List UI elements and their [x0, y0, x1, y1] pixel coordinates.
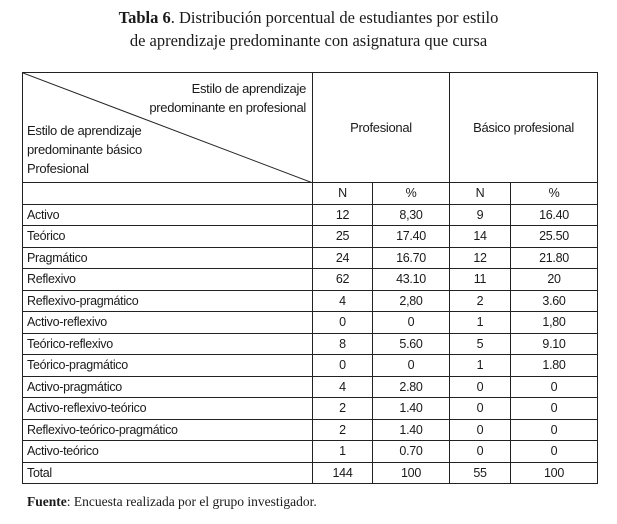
cell-value: 0	[313, 312, 373, 334]
cell-value: 2.80	[373, 376, 450, 398]
cell-value: 144	[313, 462, 373, 484]
cell-value: 3.60	[511, 290, 598, 312]
cell-value: 1.40	[373, 398, 450, 420]
cell-value: 20	[511, 269, 598, 291]
subheader-n: N	[313, 183, 373, 205]
source-label: Fuente	[27, 494, 67, 509]
cell-value: 21.80	[511, 247, 598, 269]
row-label: Activo-reflexivo	[23, 312, 313, 334]
cell-value: 1	[450, 355, 511, 377]
table-row	[23, 269, 598, 291]
table-row	[23, 290, 598, 312]
row-label: Activo-pragmático	[23, 376, 313, 398]
cell-value: 0	[511, 441, 598, 463]
data-table	[22, 72, 598, 484]
cell-value: 1.80	[511, 355, 598, 377]
table-row	[23, 333, 598, 355]
cell-value: 62	[313, 269, 373, 291]
cell-value: 0	[511, 398, 598, 420]
row-label: Teórico	[23, 226, 313, 248]
table-row	[23, 312, 598, 334]
table-row	[23, 376, 598, 398]
corner-header	[23, 73, 313, 183]
corner-top-label	[149, 79, 306, 117]
cell-value: 0.70	[373, 441, 450, 463]
cell-value: 100	[373, 462, 450, 484]
table-row	[23, 419, 598, 441]
caption-line2: de aprendizaje predominante con asignatura que cursa	[129, 31, 488, 50]
cell-value: 4	[313, 290, 373, 312]
row-label: Teórico-pragmático	[23, 355, 313, 377]
row-label: Teórico-reflexivo	[23, 333, 313, 355]
cell-value: 9.10	[511, 333, 598, 355]
corner-top-line: Estilo de aprendizaje	[191, 81, 306, 96]
cell-value: 1,80	[511, 312, 598, 334]
cell-value: 0	[450, 419, 511, 441]
cell-value: 1	[313, 441, 373, 463]
header-row	[23, 73, 598, 183]
row-label: Reflexivo-teórico-pragmático	[23, 419, 313, 441]
cell-value: 0	[373, 312, 450, 334]
cell-value: 11	[450, 269, 511, 291]
cell-value: 100	[511, 462, 598, 484]
subheader-pct: %	[511, 183, 598, 205]
cell-value: 0	[511, 376, 598, 398]
cell-value: 0	[450, 441, 511, 463]
cell-value: 2	[313, 419, 373, 441]
subheader-pct: %	[373, 183, 450, 205]
table-row	[23, 226, 598, 248]
corner-bottom-label	[27, 121, 142, 178]
cell-value: 0	[450, 376, 511, 398]
total-row	[23, 462, 598, 484]
cell-value: 16.40	[511, 204, 598, 226]
cell-value: 43.10	[373, 269, 450, 291]
cell-value: 2	[313, 398, 373, 420]
cell-value: 5.60	[373, 333, 450, 355]
cell-value: 0	[373, 355, 450, 377]
empty-cell	[23, 183, 313, 205]
cell-value: 5	[450, 333, 511, 355]
row-label: Activo-reflexivo-teórico	[23, 398, 313, 420]
cell-value: 2,80	[373, 290, 450, 312]
row-label: Pragmático	[23, 247, 313, 269]
cell-value: 25.50	[511, 226, 598, 248]
row-label: Reflexivo-pragmático	[23, 290, 313, 312]
caption-label: Tabla 6	[118, 8, 171, 27]
cell-value: 2	[450, 290, 511, 312]
cell-value: 0	[313, 355, 373, 377]
group-header-basico: Básico profesional	[450, 73, 598, 183]
table-row	[23, 355, 598, 377]
corner-bottom-line: predominante básico	[27, 142, 142, 157]
cell-value: 14	[450, 226, 511, 248]
cell-value: 0	[450, 398, 511, 420]
cell-value: 8,30	[373, 204, 450, 226]
group-header-profesional: Profesional	[313, 73, 450, 183]
cell-value: 8	[313, 333, 373, 355]
cell-value: 9	[450, 204, 511, 226]
cell-value: 1.40	[373, 419, 450, 441]
corner-bottom-line: Estilo de aprendizaje	[27, 123, 142, 138]
cell-value: 16.70	[373, 247, 450, 269]
table-row	[23, 441, 598, 463]
cell-value: 55	[450, 462, 511, 484]
row-label: Activo-teórico	[23, 441, 313, 463]
table-caption	[0, 6, 617, 52]
cell-value: 12	[450, 247, 511, 269]
cell-value: 17.40	[373, 226, 450, 248]
corner-top-line: predominante en profesional	[149, 100, 306, 115]
row-label: Total	[23, 462, 313, 484]
table-row	[23, 247, 598, 269]
cell-value: 12	[313, 204, 373, 226]
cell-value: 4	[313, 376, 373, 398]
table-row	[23, 398, 598, 420]
caption-text: . Distribución porcentual de estudiantes por estilo	[170, 8, 499, 27]
cell-value: 24	[313, 247, 373, 269]
source-text: : Encuesta realizada por el grupo investigador.	[66, 494, 317, 509]
cell-value: 1	[450, 312, 511, 334]
subheader-n: N	[450, 183, 511, 205]
source-note	[27, 494, 317, 510]
row-label: Activo	[23, 204, 313, 226]
table-row	[23, 204, 598, 226]
subheader-row	[23, 183, 598, 205]
corner-bottom-line: Profesional	[27, 161, 89, 176]
cell-value: 0	[511, 419, 598, 441]
row-label: Reflexivo	[23, 269, 313, 291]
cell-value: 25	[313, 226, 373, 248]
